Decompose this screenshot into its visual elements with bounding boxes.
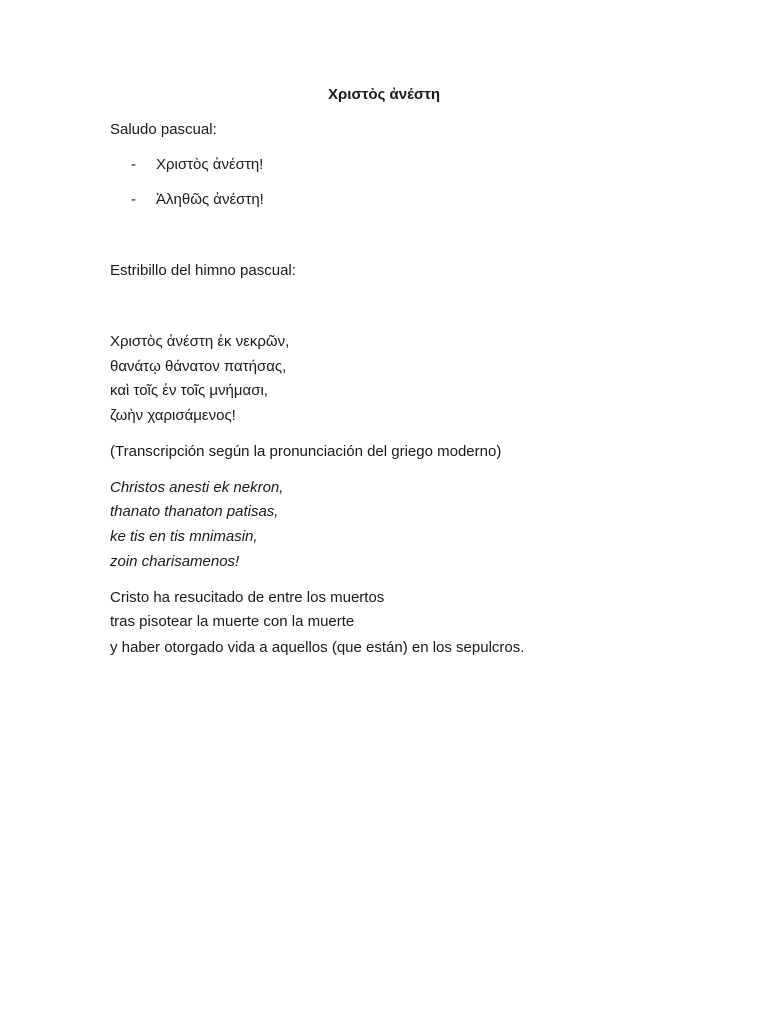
list-marker: - [131, 191, 136, 208]
greek-line: ζωὴν χαρισάμενος! [110, 407, 236, 424]
translation-line: tras pisotear la muerte con la muerte [110, 613, 355, 630]
transliteration-line: ke tis en tis mnimasin, [110, 528, 258, 545]
hymn-heading: Estribillo del himno pascual: [110, 262, 296, 279]
list-marker: - [131, 156, 136, 173]
greek-line: Χριστὸς ἀνέστη ἐκ νεκρῶν, [110, 333, 290, 350]
transliteration-line: Christos anesti ek nekron, [110, 479, 284, 496]
greek-line: θανάτῳ θάνατον πατήσας, [110, 358, 287, 375]
translation-line: y haber otorgado vida a aquellos (que están) en los sepulcros. [110, 639, 525, 656]
greeting-text: Ἀληθῶς ἀνέστη! [156, 191, 264, 208]
transliteration-line: zoin charisamenos! [110, 553, 240, 570]
transcription-note: (Transcripción según la pronunciación del griego moderno) [110, 443, 502, 460]
transliteration-line: thanato thanaton patisas, [110, 503, 279, 520]
greeting-text: Χριστὸς ἀνέστη! [156, 156, 264, 173]
greeting-heading: Saludo pascual: [110, 121, 217, 138]
translation-line: Cristo ha resucitado de entre los muertos [110, 589, 385, 606]
document-title: Χριστὸς ἀνέστη [328, 86, 440, 103]
greek-line: καὶ τοῖς ἐν τοῖς μνήμασι, [110, 382, 268, 399]
